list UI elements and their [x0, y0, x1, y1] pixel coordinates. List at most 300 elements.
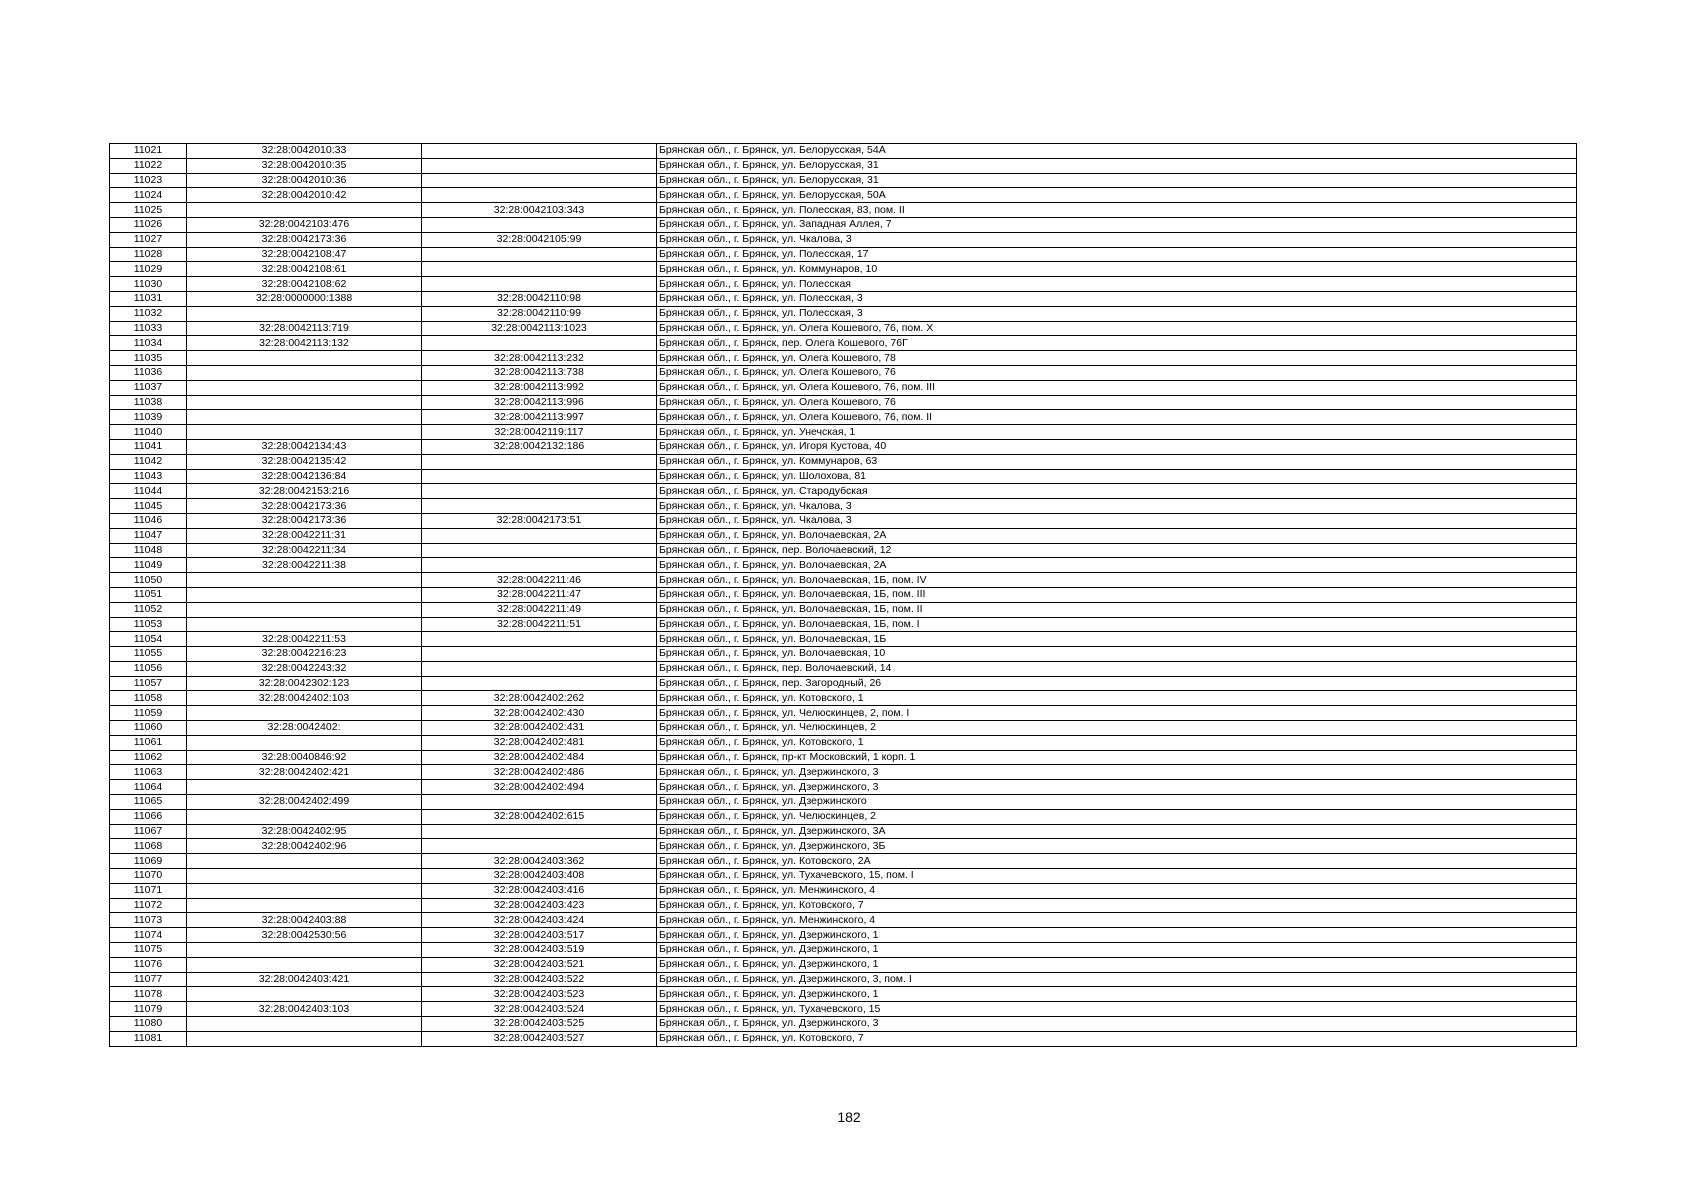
building-cadastral-number-cell — [422, 247, 657, 262]
table-row — [110, 869, 1577, 884]
address-cell: Брянская обл., г. Брянск, ул. Олега Кошевого, 76, пом. X — [657, 321, 1577, 336]
cadastral-number-cell — [187, 306, 422, 321]
address-cell: Брянская обл., г. Брянск, ул. Дзержинского, 3А — [657, 824, 1577, 839]
address-cell: Брянская обл., г. Брянск, ул. Котовского, 7 — [657, 1031, 1577, 1046]
cadastral-number-cell: 32:28:0042136:84 — [187, 469, 422, 484]
cadastral-number-cell: 32:28:0042113:132 — [187, 336, 422, 351]
table-row — [110, 217, 1577, 232]
address-cell: Брянская обл., г. Брянск, ул. Западная Аллея, 7 — [657, 217, 1577, 232]
page-number: 182 — [837, 1109, 861, 1125]
row-number-cell: 11024 — [110, 188, 187, 203]
cadastral-number-cell: 32:28:0042243:32 — [187, 661, 422, 676]
address-cell: Брянская обл., г. Брянск, ул. Менжинского, 4 — [657, 883, 1577, 898]
address-cell: Брянская обл., г. Брянск, ул. Унечская, 1 — [657, 425, 1577, 440]
row-number-cell: 11041 — [110, 439, 187, 454]
cadastral-number-cell: 32:28:0040846:92 — [187, 750, 422, 765]
building-cadastral-number-cell — [422, 144, 657, 159]
building-cadastral-number-cell: 32:28:0042403:524 — [422, 1002, 657, 1017]
building-cadastral-number-cell — [422, 499, 657, 514]
table-row — [110, 188, 1577, 203]
cadastral-number-cell — [187, 410, 422, 425]
table-row — [110, 602, 1577, 617]
building-cadastral-number-cell: 32:28:0042403:521 — [422, 957, 657, 972]
table-row — [110, 173, 1577, 188]
table-row — [110, 469, 1577, 484]
row-number-cell: 11050 — [110, 573, 187, 588]
building-cadastral-number-cell — [422, 336, 657, 351]
address-cell: Брянская обл., г. Брянск, ул. Котовского, 1 — [657, 691, 1577, 706]
row-number-cell: 11028 — [110, 247, 187, 262]
address-cell: Брянская обл., г. Брянск, ул. Менжинского, 4 — [657, 913, 1577, 928]
address-cell: Брянская обл., г. Брянск, пер. Волочаевский, 14 — [657, 661, 1577, 676]
cadastral-number-cell: 32:28:0042402: — [187, 721, 422, 736]
table-row — [110, 706, 1577, 721]
row-number-cell: 11033 — [110, 321, 187, 336]
cadastral-number-cell — [187, 587, 422, 602]
table-row — [110, 661, 1577, 676]
row-number-cell: 11044 — [110, 484, 187, 499]
cadastral-number-cell — [187, 602, 422, 617]
cadastral-number-cell — [187, 203, 422, 218]
address-cell: Брянская обл., г. Брянск, ул. Полесская, 3 — [657, 291, 1577, 306]
row-number-cell: 11026 — [110, 217, 187, 232]
building-cadastral-number-cell: 32:28:0042119:117 — [422, 425, 657, 440]
table-row — [110, 735, 1577, 750]
building-cadastral-number-cell: 32:28:0042211:47 — [422, 587, 657, 602]
building-cadastral-number-cell: 32:28:0042403:522 — [422, 972, 657, 987]
row-number-cell: 11052 — [110, 602, 187, 617]
address-cell: Брянская обл., г. Брянск, пер. Олега Кошевого, 76Г — [657, 336, 1577, 351]
building-cadastral-number-cell — [422, 676, 657, 691]
building-cadastral-number-cell — [422, 824, 657, 839]
cadastral-number-cell: 32:28:0042135:42 — [187, 454, 422, 469]
row-number-cell: 11069 — [110, 854, 187, 869]
table-row — [110, 780, 1577, 795]
cadastral-number-cell — [187, 1017, 422, 1032]
cadastral-number-cell — [187, 809, 422, 824]
building-cadastral-number-cell: 32:28:0042113:997 — [422, 410, 657, 425]
row-number-cell: 11051 — [110, 587, 187, 602]
address-cell: Брянская обл., г. Брянск, ул. Полесская, 3 — [657, 306, 1577, 321]
row-number-cell: 11076 — [110, 957, 187, 972]
table-row — [110, 262, 1577, 277]
table-row — [110, 883, 1577, 898]
address-cell: Брянская обл., г. Брянск, ул. Дзержинского, 3 — [657, 1017, 1577, 1032]
cadastral-number-cell — [187, 854, 422, 869]
address-cell: Брянская обл., г. Брянск, ул. Волочаевская, 2А — [657, 558, 1577, 573]
address-cell: Брянская обл., г. Брянск, ул. Волочаевская, 10 — [657, 647, 1577, 662]
building-cadastral-number-cell: 32:28:0042403:527 — [422, 1031, 657, 1046]
row-number-cell: 11059 — [110, 706, 187, 721]
building-cadastral-number-cell — [422, 543, 657, 558]
cadastral-number-cell: 32:28:0042402:421 — [187, 765, 422, 780]
address-cell: Брянская обл., г. Брянск, ул. Белорусская, 50А — [657, 188, 1577, 203]
table-row — [110, 854, 1577, 869]
cadastral-number-cell: 32:28:0000000:1388 — [187, 291, 422, 306]
building-cadastral-number-cell: 32:28:0042402:431 — [422, 721, 657, 736]
address-cell: Брянская обл., г. Брянск, ул. Тухачевского, 15 — [657, 1002, 1577, 1017]
row-number-cell: 11049 — [110, 558, 187, 573]
row-number-cell: 11037 — [110, 380, 187, 395]
address-cell: Брянская обл., г. Брянск, ул. Дзержинского, 3 — [657, 765, 1577, 780]
cadastral-number-cell — [187, 706, 422, 721]
building-cadastral-number-cell: 32:28:0042211:51 — [422, 617, 657, 632]
table-row — [110, 528, 1577, 543]
address-cell: Брянская обл., г. Брянск, ул. Дзержинского, 3, пом. I — [657, 972, 1577, 987]
cadastral-number-cell: 32:28:0042211:31 — [187, 528, 422, 543]
building-cadastral-number-cell — [422, 661, 657, 676]
address-cell: Брянская обл., г. Брянск, ул. Шолохова, 81 — [657, 469, 1577, 484]
row-number-cell: 11023 — [110, 173, 187, 188]
row-number-cell: 11066 — [110, 809, 187, 824]
row-number-cell: 11061 — [110, 735, 187, 750]
address-cell: Брянская обл., г. Брянск, ул. Чкалова, 3 — [657, 499, 1577, 514]
row-number-cell: 11021 — [110, 144, 187, 159]
cadastral-number-cell: 32:28:0042108:47 — [187, 247, 422, 262]
row-number-cell: 11063 — [110, 765, 187, 780]
address-cell: Брянская обл., г. Брянск, ул. Тухачевского, 15, пом. I — [657, 869, 1577, 884]
cadastral-number-cell: 32:28:0042402:499 — [187, 795, 422, 810]
cadastral-number-cell: 32:28:0042010:42 — [187, 188, 422, 203]
row-number-cell: 11079 — [110, 1002, 187, 1017]
building-cadastral-number-cell — [422, 277, 657, 292]
cadastral-number-cell: 32:28:0042010:33 — [187, 144, 422, 159]
address-cell: Брянская обл., г. Брянск, ул. Волочаевская, 1Б, пом. II — [657, 602, 1577, 617]
building-cadastral-number-cell: 32:28:0042402:484 — [422, 750, 657, 765]
building-cadastral-number-cell: 32:28:0042110:98 — [422, 291, 657, 306]
cadastral-number-cell: 32:28:0042403:88 — [187, 913, 422, 928]
building-cadastral-number-cell — [422, 173, 657, 188]
address-cell: Брянская обл., г. Брянск, ул. Котовского, 1 — [657, 735, 1577, 750]
row-number-cell: 11074 — [110, 928, 187, 943]
building-cadastral-number-cell — [422, 217, 657, 232]
cadastral-number-cell — [187, 1031, 422, 1046]
row-number-cell: 11054 — [110, 632, 187, 647]
address-cell: Брянская обл., г. Брянск, ул. Дзержинского, 3 — [657, 780, 1577, 795]
table-row — [110, 321, 1577, 336]
row-number-cell: 11030 — [110, 277, 187, 292]
building-cadastral-number-cell: 32:28:0042402:494 — [422, 780, 657, 795]
table-row — [110, 691, 1577, 706]
address-cell: Брянская обл., г. Брянск, ул. Волочаевская, 1Б, пом. I — [657, 617, 1577, 632]
building-cadastral-number-cell: 32:28:0042403:416 — [422, 883, 657, 898]
cadastral-number-cell: 32:28:0042108:61 — [187, 262, 422, 277]
address-cell: Брянская обл., г. Брянск, ул. Белорусская, 54А — [657, 144, 1577, 159]
row-number-cell: 11073 — [110, 913, 187, 928]
table-row — [110, 765, 1577, 780]
building-cadastral-number-cell — [422, 484, 657, 499]
address-cell: Брянская обл., г. Брянск, ул. Олега Кошевого, 76 — [657, 365, 1577, 380]
cadastral-number-cell — [187, 617, 422, 632]
cadastral-number-cell: 32:28:0042302:123 — [187, 676, 422, 691]
address-cell: Брянская обл., г. Брянск, ул. Дзержинского, 1 — [657, 957, 1577, 972]
cadastral-number-cell — [187, 987, 422, 1002]
building-cadastral-number-cell: 32:28:0042113:738 — [422, 365, 657, 380]
address-cell: Брянская обл., г. Брянск, ул. Олега Кошевого, 76, пом. III — [657, 380, 1577, 395]
address-cell: Брянская обл., г. Брянск, ул. Олега Кошевого, 76, пом. II — [657, 410, 1577, 425]
table-row — [110, 987, 1577, 1002]
building-cadastral-number-cell — [422, 188, 657, 203]
row-number-cell: 11062 — [110, 750, 187, 765]
cadastral-number-cell: 32:28:0042211:34 — [187, 543, 422, 558]
building-cadastral-number-cell: 32:28:0042113:232 — [422, 351, 657, 366]
table-row — [110, 676, 1577, 691]
row-number-cell: 11035 — [110, 351, 187, 366]
table-row — [110, 573, 1577, 588]
table-row — [110, 1002, 1577, 1017]
cadastral-number-cell — [187, 573, 422, 588]
address-cell: Брянская обл., г. Брянск, ул. Чкалова, 3 — [657, 513, 1577, 528]
table-row — [110, 351, 1577, 366]
cadastral-number-cell — [187, 898, 422, 913]
table-row — [110, 158, 1577, 173]
row-number-cell: 11056 — [110, 661, 187, 676]
table-row — [110, 277, 1577, 292]
table-row — [110, 750, 1577, 765]
table-row — [110, 1031, 1577, 1046]
table-row — [110, 410, 1577, 425]
address-cell: Брянская обл., г. Брянск, ул. Волочаевская, 1Б — [657, 632, 1577, 647]
address-cell: Брянская обл., г. Брянск, ул. Стародубская — [657, 484, 1577, 499]
building-cadastral-number-cell: 32:28:0042110:99 — [422, 306, 657, 321]
cadastral-number-cell: 32:28:0042211:53 — [187, 632, 422, 647]
table-row — [110, 291, 1577, 306]
row-number-cell: 11038 — [110, 395, 187, 410]
table-row — [110, 380, 1577, 395]
cadastral-number-cell — [187, 869, 422, 884]
row-number-cell: 11045 — [110, 499, 187, 514]
cadastral-number-cell: 32:28:0042403:103 — [187, 1002, 422, 1017]
table-row — [110, 647, 1577, 662]
row-number-cell: 11032 — [110, 306, 187, 321]
register-table-body — [110, 144, 1577, 1047]
address-cell: Брянская обл., г. Брянск, пр-кт Московский, 1 корп. 1 — [657, 750, 1577, 765]
building-cadastral-number-cell: 32:28:0042113:1023 — [422, 321, 657, 336]
table-row — [110, 617, 1577, 632]
table-row — [110, 721, 1577, 736]
address-cell: Брянская обл., г. Брянск, ул. Чкалова, 3 — [657, 232, 1577, 247]
address-cell: Брянская обл., г. Брянск, пер. Загородный, 26 — [657, 676, 1577, 691]
row-number-cell: 11025 — [110, 203, 187, 218]
table-row — [110, 1017, 1577, 1032]
building-cadastral-number-cell — [422, 632, 657, 647]
table-row — [110, 306, 1577, 321]
table-row — [110, 144, 1577, 159]
building-cadastral-number-cell: 32:28:0042402:481 — [422, 735, 657, 750]
row-number-cell: 11081 — [110, 1031, 187, 1046]
address-cell: Брянская обл., г. Брянск, ул. Олега Кошевого, 78 — [657, 351, 1577, 366]
table-row — [110, 513, 1577, 528]
row-number-cell: 11034 — [110, 336, 187, 351]
building-cadastral-number-cell — [422, 558, 657, 573]
row-number-cell: 11075 — [110, 943, 187, 958]
building-cadastral-number-cell: 32:28:0042403:423 — [422, 898, 657, 913]
address-cell: Брянская обл., г. Брянск, ул. Челюскинцев, 2 — [657, 809, 1577, 824]
row-number-cell: 11070 — [110, 869, 187, 884]
row-number-cell: 11031 — [110, 291, 187, 306]
building-cadastral-number-cell: 32:28:0042105:99 — [422, 232, 657, 247]
table-row — [110, 439, 1577, 454]
building-cadastral-number-cell — [422, 839, 657, 854]
address-cell: Брянская обл., г. Брянск, ул. Котовского, 2А — [657, 854, 1577, 869]
building-cadastral-number-cell: 32:28:0042402:430 — [422, 706, 657, 721]
table-row — [110, 232, 1577, 247]
building-cadastral-number-cell: 32:28:0042403:408 — [422, 869, 657, 884]
building-cadastral-number-cell: 32:28:0042403:424 — [422, 913, 657, 928]
building-cadastral-number-cell: 32:28:0042132:186 — [422, 439, 657, 454]
building-cadastral-number-cell — [422, 647, 657, 662]
row-number-cell: 11039 — [110, 410, 187, 425]
building-cadastral-number-cell — [422, 795, 657, 810]
cadastral-number-cell: 32:28:0042216:23 — [187, 647, 422, 662]
building-cadastral-number-cell: 32:28:0042403:525 — [422, 1017, 657, 1032]
cadastral-number-cell — [187, 395, 422, 410]
cadastral-number-cell: 32:28:0042402:103 — [187, 691, 422, 706]
cadastral-number-cell: 32:28:0042010:36 — [187, 173, 422, 188]
table-row — [110, 395, 1577, 410]
address-cell: Брянская обл., г. Брянск, ул. Котовского, 7 — [657, 898, 1577, 913]
building-cadastral-number-cell: 32:28:0042103:343 — [422, 203, 657, 218]
row-number-cell: 11043 — [110, 469, 187, 484]
property-register-table — [109, 143, 1577, 1047]
cadastral-number-cell: 32:28:0042108:62 — [187, 277, 422, 292]
building-cadastral-number-cell: 32:28:0042113:996 — [422, 395, 657, 410]
table-row — [110, 913, 1577, 928]
address-cell: Брянская обл., г. Брянск, ул. Дзержинского, 1 — [657, 987, 1577, 1002]
table-row — [110, 928, 1577, 943]
building-cadastral-number-cell: 32:28:0042403:519 — [422, 943, 657, 958]
row-number-cell: 11047 — [110, 528, 187, 543]
row-number-cell: 11048 — [110, 543, 187, 558]
address-cell: Брянская обл., г. Брянск, ул. Волочаевская, 2А — [657, 528, 1577, 543]
cadastral-number-cell — [187, 425, 422, 440]
address-cell: Брянская обл., г. Брянск, ул. Полесская — [657, 277, 1577, 292]
building-cadastral-number-cell: 32:28:0042211:49 — [422, 602, 657, 617]
row-number-cell: 11040 — [110, 425, 187, 440]
cadastral-number-cell: 32:28:0042010:35 — [187, 158, 422, 173]
cadastral-number-cell — [187, 943, 422, 958]
address-cell: Брянская обл., г. Брянск, ул. Полесская, 17 — [657, 247, 1577, 262]
cadastral-number-cell — [187, 351, 422, 366]
building-cadastral-number-cell — [422, 158, 657, 173]
table-row — [110, 425, 1577, 440]
building-cadastral-number-cell: 32:28:0042402:262 — [422, 691, 657, 706]
cadastral-number-cell: 32:28:0042403:421 — [187, 972, 422, 987]
address-cell: Брянская обл., г. Брянск, ул. Дзержинского — [657, 795, 1577, 810]
row-number-cell: 11042 — [110, 454, 187, 469]
row-number-cell: 11072 — [110, 898, 187, 913]
building-cadastral-number-cell — [422, 262, 657, 277]
table-row — [110, 365, 1577, 380]
address-cell: Брянская обл., г. Брянск, ул. Белорусская, 31 — [657, 173, 1577, 188]
row-number-cell: 11060 — [110, 721, 187, 736]
row-number-cell: 11055 — [110, 647, 187, 662]
row-number-cell: 11027 — [110, 232, 187, 247]
cadastral-number-cell — [187, 380, 422, 395]
table-row — [110, 943, 1577, 958]
building-cadastral-number-cell — [422, 469, 657, 484]
address-cell: Брянская обл., г. Брянск, ул. Олега Кошевого, 76 — [657, 395, 1577, 410]
table-row — [110, 824, 1577, 839]
address-cell: Брянская обл., г. Брянск, ул. Дзержинского, 1 — [657, 928, 1577, 943]
address-cell: Брянская обл., г. Брянск, ул. Коммунаров, 63 — [657, 454, 1577, 469]
cadastral-number-cell — [187, 883, 422, 898]
row-number-cell: 11080 — [110, 1017, 187, 1032]
cadastral-number-cell — [187, 365, 422, 380]
building-cadastral-number-cell: 32:28:0042403:517 — [422, 928, 657, 943]
cadastral-number-cell: 32:28:0042530:56 — [187, 928, 422, 943]
address-cell: Брянская обл., г. Брянск, ул. Белорусская, 31 — [657, 158, 1577, 173]
table-row — [110, 632, 1577, 647]
row-number-cell: 11029 — [110, 262, 187, 277]
cadastral-number-cell: 32:28:0042402:95 — [187, 824, 422, 839]
cadastral-number-cell: 32:28:0042211:38 — [187, 558, 422, 573]
table-row — [110, 336, 1577, 351]
row-number-cell: 11036 — [110, 365, 187, 380]
row-number-cell: 11067 — [110, 824, 187, 839]
address-cell: Брянская обл., г. Брянск, ул. Дзержинского, 1 — [657, 943, 1577, 958]
row-number-cell: 11078 — [110, 987, 187, 1002]
row-number-cell: 11064 — [110, 780, 187, 795]
table-row — [110, 543, 1577, 558]
address-cell: Брянская обл., г. Брянск, ул. Игоря Кустова, 40 — [657, 439, 1577, 454]
building-cadastral-number-cell: 32:28:0042403:362 — [422, 854, 657, 869]
table-row — [110, 454, 1577, 469]
address-cell: Брянская обл., г. Брянск, ул. Полесская, 83, пом. II — [657, 203, 1577, 218]
row-number-cell: 11077 — [110, 972, 187, 987]
row-number-cell: 11065 — [110, 795, 187, 810]
building-cadastral-number-cell: 32:28:0042402:615 — [422, 809, 657, 824]
row-number-cell: 11071 — [110, 883, 187, 898]
address-cell: Брянская обл., г. Брянск, пер. Волочаевский, 12 — [657, 543, 1577, 558]
cadastral-number-cell — [187, 957, 422, 972]
table-row — [110, 957, 1577, 972]
row-number-cell: 11022 — [110, 158, 187, 173]
row-number-cell: 11058 — [110, 691, 187, 706]
table-row — [110, 203, 1577, 218]
table-row — [110, 558, 1577, 573]
table-row — [110, 839, 1577, 854]
building-cadastral-number-cell — [422, 528, 657, 543]
building-cadastral-number-cell: 32:28:0042173:51 — [422, 513, 657, 528]
address-cell: Брянская обл., г. Брянск, ул. Челюскинцев, 2, пом. I — [657, 706, 1577, 721]
building-cadastral-number-cell: 32:28:0042211:46 — [422, 573, 657, 588]
cadastral-number-cell: 32:28:0042103:476 — [187, 217, 422, 232]
building-cadastral-number-cell: 32:28:0042402:486 — [422, 765, 657, 780]
cadastral-number-cell: 32:28:0042173:36 — [187, 232, 422, 247]
row-number-cell: 11057 — [110, 676, 187, 691]
cadastral-number-cell: 32:28:0042113:719 — [187, 321, 422, 336]
row-number-cell: 11053 — [110, 617, 187, 632]
cadastral-number-cell: 32:28:0042153:216 — [187, 484, 422, 499]
cadastral-number-cell: 32:28:0042402:96 — [187, 839, 422, 854]
table-row — [110, 898, 1577, 913]
address-cell: Брянская обл., г. Брянск, ул. Коммунаров, 10 — [657, 262, 1577, 277]
table-row — [110, 587, 1577, 602]
table-row — [110, 972, 1577, 987]
table-row — [110, 499, 1577, 514]
building-cadastral-number-cell — [422, 454, 657, 469]
building-cadastral-number-cell: 32:28:0042113:992 — [422, 380, 657, 395]
address-cell: Брянская обл., г. Брянск, ул. Дзержинского, 3Б — [657, 839, 1577, 854]
table-row — [110, 484, 1577, 499]
cadastral-number-cell — [187, 780, 422, 795]
address-cell: Брянская обл., г. Брянск, ул. Волочаевская, 1Б, пом. IV — [657, 573, 1577, 588]
table-row — [110, 247, 1577, 262]
cadastral-number-cell: 32:28:0042134:43 — [187, 439, 422, 454]
cadastral-number-cell: 32:28:0042173:36 — [187, 513, 422, 528]
table-row — [110, 795, 1577, 810]
